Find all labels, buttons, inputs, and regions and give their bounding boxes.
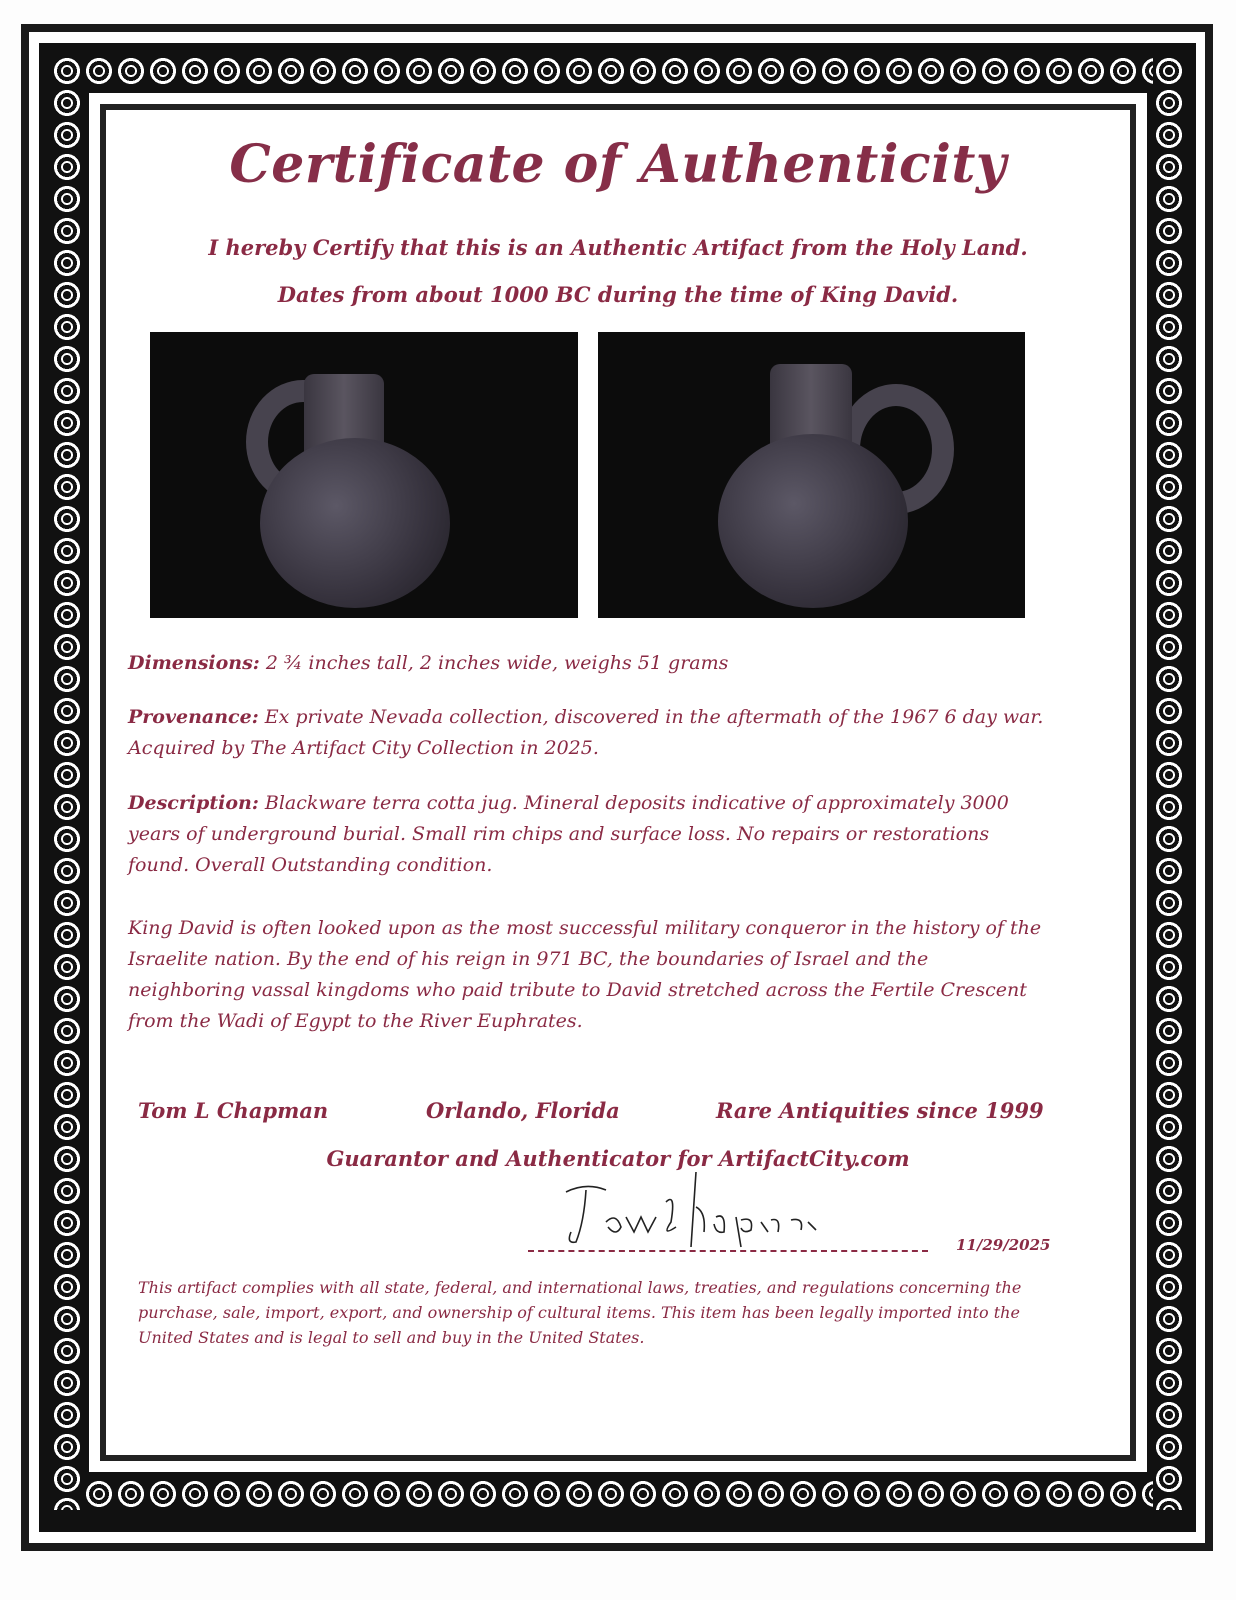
provenance-paragraph	[128, 702, 1048, 764]
guarantor-line: Guarantor and Authenticator for ArtifactCity.com	[326, 1146, 910, 1171]
description-label: Description:	[128, 792, 259, 814]
provenance-text: Ex private Nevada collection, discovered in the aftermath of the 1967 6 day war. Acquired by The Artifact City Collection in 2025.	[128, 706, 1044, 759]
description-paragraph	[128, 788, 1048, 881]
ring-pattern-top	[51, 55, 1185, 87]
jug-image	[708, 362, 928, 598]
dimensions-label: Dimensions:	[128, 652, 260, 674]
artifact-photo-left	[150, 332, 578, 618]
dimensions-text: 2 ¾ inches tall, 2 inches wide, weighs 51 grams	[259, 652, 729, 674]
certificate-title: Certificate of Authenticity	[229, 134, 1007, 195]
issuer-tagline: Rare Antiquities since 1999	[716, 1098, 1044, 1123]
provenance-label: Provenance:	[128, 706, 259, 728]
ring-pattern-bottom	[51, 1478, 1185, 1510]
dimensions-paragraph	[128, 648, 1048, 679]
legal-notice: This artifact complies with all state, federal, and international laws, treaties, and regulations concerning the purchase, sale, import, export, and ownership of cultural items. This item has been legally imported into the United States and is legal to sell and buy in the United States.	[138, 1278, 1022, 1347]
artifact-photo-right	[598, 332, 1025, 618]
signature-line	[528, 1250, 928, 1252]
dating-statement: Dates from about 1000 BC during the time of King David.	[277, 282, 959, 307]
ring-pattern-left	[51, 55, 83, 1510]
history-paragraph: King David is often looked upon as the most successful military conqueror in the history of the Israelite nation. By the end of his reign in 971 BC, the boundaries of Israel and the neighboring vassal kingdoms who paid tribute to David stretched across the Fertile Crescent from the Wadi of Egypt to the River Euphrates.	[128, 917, 1042, 1032]
description-text: Blackware terra cotta jug. Mineral deposits indicative of approximately 3000 years of underground burial. Small rim chips and surface loss. No repairs or restorations found. Overall Outstanding condition.	[128, 792, 1009, 876]
ring-pattern-right	[1153, 55, 1185, 1510]
signature-icon	[546, 1172, 846, 1252]
jug-image	[240, 368, 460, 598]
certify-statement: I hereby Certify that this is an Authentic Artifact from the Holy Land.	[208, 235, 1028, 260]
signature-date: 11/29/2025	[956, 1236, 1051, 1254]
issuer-location: Orlando, Florida	[426, 1098, 620, 1123]
certificate-body	[106, 110, 1130, 1455]
issuer-name: Tom L Chapman	[138, 1098, 329, 1123]
